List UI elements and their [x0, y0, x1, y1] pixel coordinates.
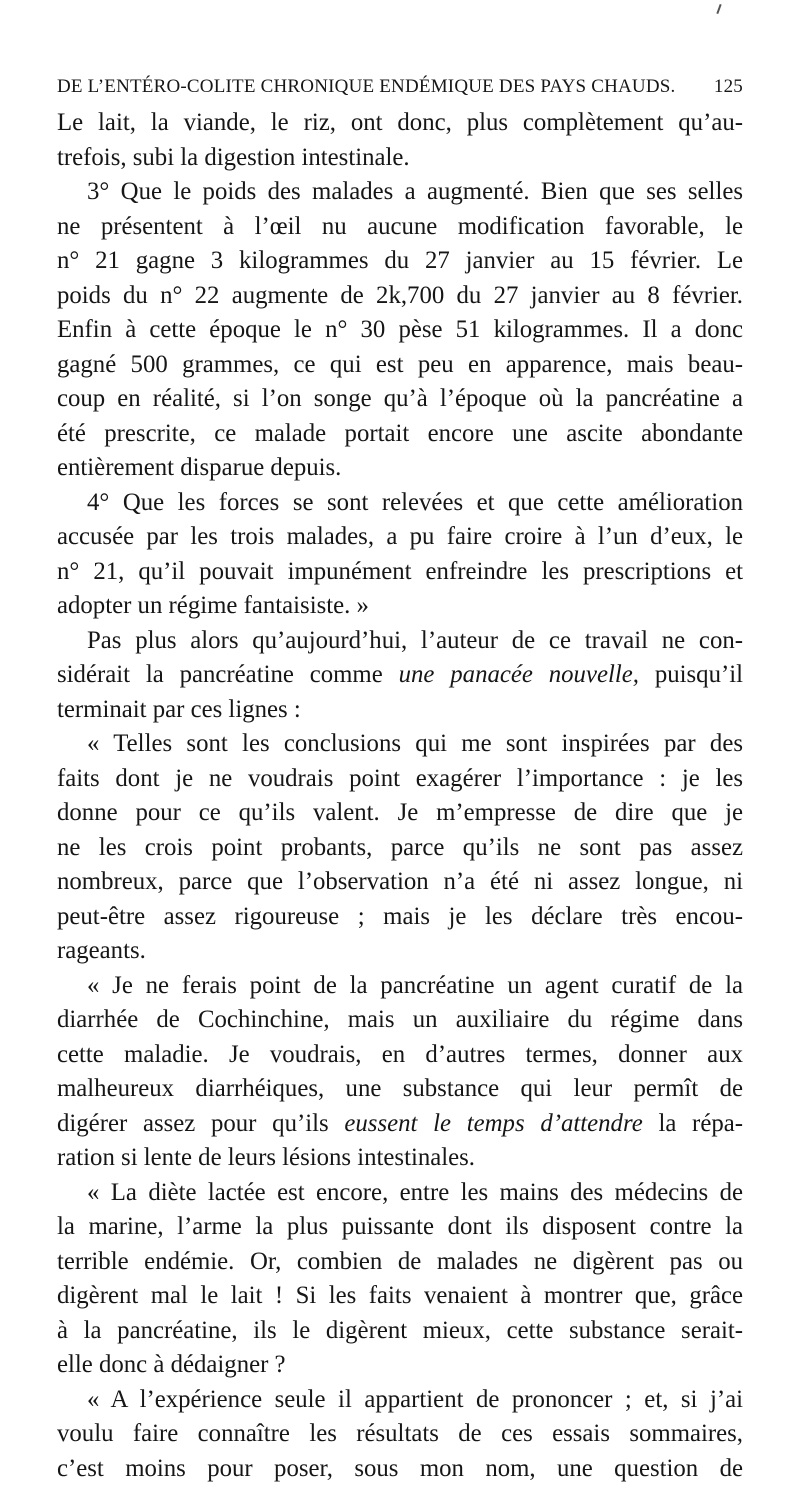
- text-line: [57, 1107, 743, 1142]
- text-line: elle donc à dédaigner ?: [57, 1348, 743, 1383]
- text-line: poids du n° 22 augmente de 2k,700 du 27 janvier au 8 février.: [57, 279, 743, 314]
- text-line: malheureux diarrhéiques, une substance qui leur permît de: [57, 1072, 743, 1107]
- text-line: voulu faire connaître les résultats de ces essais sommaires,: [57, 1417, 743, 1452]
- text-line: « Je ne ferais point de la pancréatine un agent curatif de la: [57, 969, 743, 1004]
- text-line: Le lait, la viande, le riz, ont donc, plus complètement qu’au-: [57, 106, 743, 141]
- text-line: digèrent mal le lait ! Si les faits venaient à montrer que, grâce: [57, 1279, 743, 1314]
- text-line: cette maladie. Je voudrais, en d’autres termes, donner aux: [57, 1038, 743, 1073]
- text-line: 4° Que les forces se sont relevées et que cette amélioration: [57, 486, 743, 521]
- text-line: « Telles sont les conclusions qui me sont inspirées par des: [57, 727, 743, 762]
- text-line: nombreux, parce que l’observation n’a été ni assez longue, ni: [57, 865, 743, 900]
- page-body: [57, 106, 743, 1486]
- text-line: la marine, l’arme la plus puissante dont ils disposent contre la: [57, 1210, 743, 1245]
- text-line: diarrhée de Cochinchine, mais un auxiliaire du régime dans: [57, 1003, 743, 1038]
- text-line: ne les crois point probants, parce qu’ils ne sont pas assez: [57, 831, 743, 866]
- text-line: coup en réalité, si l’on songe qu’à l’époque où la pancréatine a: [57, 382, 743, 417]
- text-segment: puisqu’il: [655, 661, 743, 688]
- text-line: « A l’expérience seule il appartient de prononcer ; et, si j’ai: [57, 1383, 743, 1418]
- text-line: ration si lente de leurs lésions intestinales.: [57, 1141, 743, 1176]
- corner-mark: [716, 4, 721, 14]
- text-line: Pas plus alors qu’aujourd’hui, l’auteur de ce travail ne con-: [57, 624, 743, 659]
- text-line: accusée par les trois malades, a pu faire croire à l’un d’eux, le: [57, 520, 743, 555]
- text-line: n° 21, qu’il pouvait impunément enfreindre les prescriptions et: [57, 555, 743, 590]
- text-line: « La diète lactée est encore, entre les mains des médecins de: [57, 1176, 743, 1211]
- text-line: [57, 658, 743, 693]
- text-line: adopter un régime fantaisiste. »: [57, 589, 743, 624]
- text-line: donne pour ce qu’ils valent. Je m’empresse de dire que je: [57, 796, 743, 831]
- text-segment: digérer assez pour qu’ils: [57, 1110, 329, 1137]
- text-segment: la répa-: [658, 1110, 743, 1137]
- text-line: terminait par ces lignes :: [57, 693, 743, 728]
- text-line: à la pancréatine, ils le digèrent mieux, cette substance serait-: [57, 1314, 743, 1349]
- italic-phrase: eussent le temps d’attendre: [344, 1110, 642, 1137]
- text-line: faits dont je ne voudrais point exagérer l’importance : je les: [57, 762, 743, 797]
- italic-phrase: une panacée nouvelle,: [399, 661, 639, 688]
- text-segment: sidérait la pancréatine comme: [57, 661, 383, 688]
- text-line: Enfin à cette époque le n° 30 pèse 51 kilogrammes. Il a donc: [57, 313, 743, 348]
- text-line: peut-être assez rigoureuse ; mais je les déclare très encou-: [57, 900, 743, 935]
- text-line: n° 21 gagne 3 kilogrammes du 27 janvier au 15 février. Le: [57, 244, 743, 279]
- text-line: 3° Que le poids des malades a augmenté. Bien que ses selles: [57, 175, 743, 210]
- text-line: gagné 500 grammes, ce qui est peu en apparence, mais beau-: [57, 348, 743, 383]
- text-line: entièrement disparue depuis.: [57, 451, 743, 486]
- running-header: [57, 72, 743, 102]
- page-number: 125: [714, 72, 743, 102]
- text-line: été prescrite, ce malade portait encore une ascite abondante: [57, 417, 743, 452]
- text-line: rageants.: [57, 934, 743, 969]
- text-line: terrible endémie. Or, combien de malades ne digèrent pas ou: [57, 1245, 743, 1280]
- text-line: c’est moins pour poser, sous mon nom, une question de: [57, 1452, 743, 1486]
- text-line: ne présentent à l’œil nu aucune modification favorable, le: [57, 210, 743, 245]
- text-line: trefois, subi la digestion intestinale.: [57, 141, 743, 176]
- running-title: DE L’ENTÉRO-COLITE CHRONIQUE ENDÉMIQUE DES PAYS CHAUDS.: [57, 72, 675, 102]
